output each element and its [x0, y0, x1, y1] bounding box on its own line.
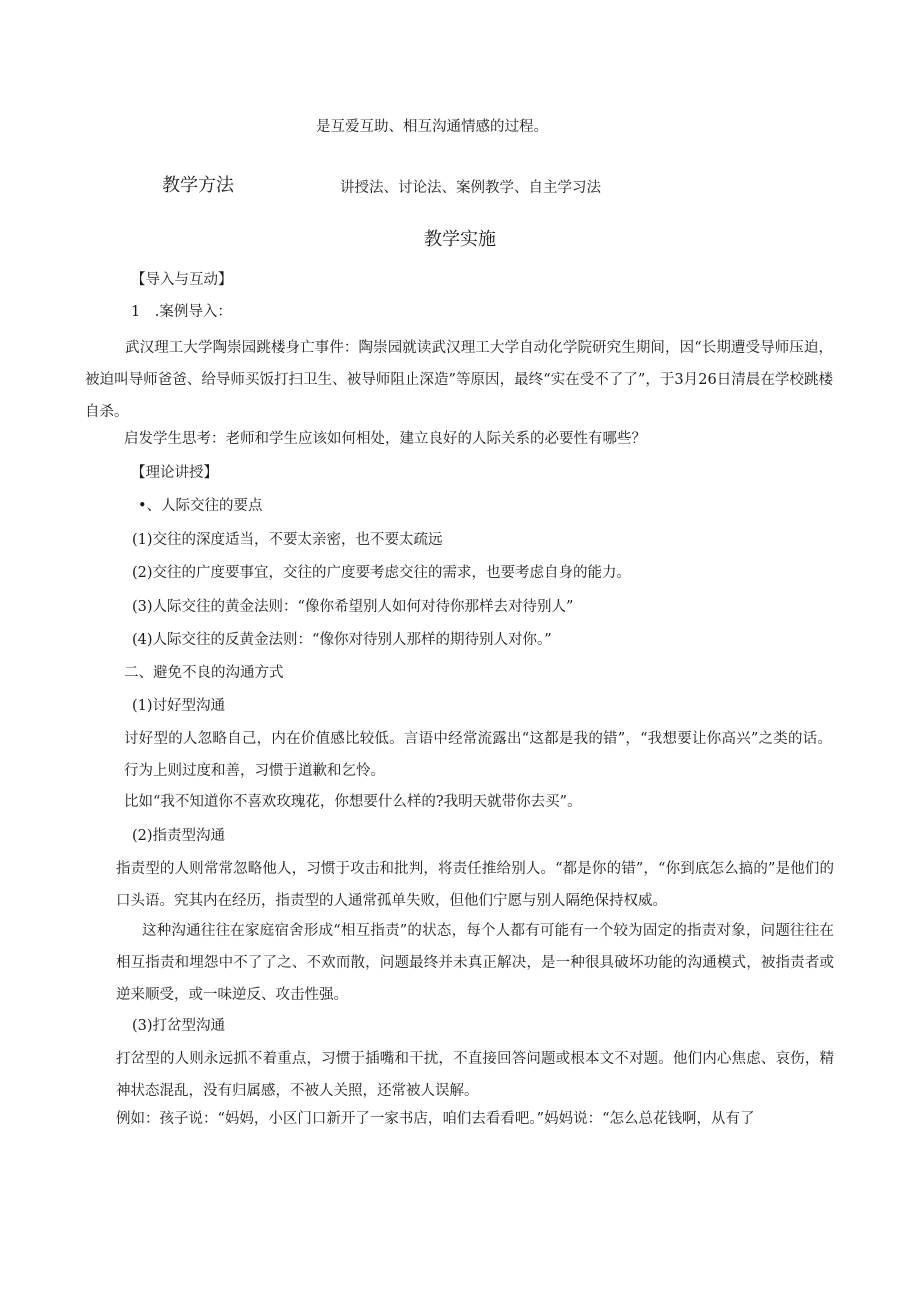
- style-1-heading: (1)讨好型沟通: [132, 698, 226, 714]
- case-paragraph: 武汉理工大学陶崇园跳楼身亡事件：陶崇园就读武汉理工大学自动化学院研究生期间，因“长期遭受导师压迫，被迫叫导师爸爸、给导师买饭打扫卫生、被导师阻止深造”等原因，最终“实在受不了了”，于3月26日清晨在学校跳楼自杀。: [85, 340, 833, 420]
- style-2-paragraph-1: 指责型的人则常常忽略他人，习惯于攻击和批判，将责任推给别人。“都是你的错”，“你到底怎么搞的”是他们的口头语。究其内在经历，指责型的人通常孤单失败，但他们宁愿与别人隔绝保持权威。: [116, 861, 834, 909]
- teaching-method-value: 讲授法、讨论法、案例教学、自主学习法: [340, 180, 601, 196]
- teaching-method-label: 教学方法: [162, 175, 234, 196]
- case-import-heading: 1 .案例导入：: [131, 304, 232, 320]
- section-theory-heading: 【理论讲授】: [131, 465, 218, 481]
- style-3-paragraph: 打岔型的人则永远抓不着重点，习惯于插嘴和干扰，不直接回答问题或根本文不对题。他们内心焦虑、哀伤，精神状态混乱，没有归属感，不被人关照，还常被人误解。: [116, 1051, 834, 1099]
- point-one-item-2: (2)交往的广度要事宜，交往的广度要考虑交往的需求，也要考虑自身的能力。: [132, 565, 632, 581]
- style-1-example: 比如“我不知道你不喜欢玫瑰花，你想要什么样的?我明天就带你去买”。: [124, 794, 582, 810]
- point-two-heading: 二、避免不良的沟通方式: [124, 665, 284, 681]
- style-3-example: 例如：孩子说：“妈妈，小区门口新开了一家书店，咱们去看看吧。”妈妈说：“怎么总花钱啊，从有了: [116, 1111, 755, 1127]
- point-one-item-3: (3)人际交往的黄金法则：“像你希望别人如何对待你那样去对待别人”: [132, 599, 574, 615]
- teaching-implementation-title: 教学实施: [424, 229, 496, 250]
- section-import-heading: 【导入与互动】: [131, 272, 233, 288]
- point-one-item-1: (1)交往的深度适当，不要太亲密，也不要太疏远: [132, 532, 443, 548]
- inspire-question: 启发学生思考：老师和学生应该如何相处，建立良好的人际关系的必要性有哪些？: [124, 431, 646, 447]
- intro-continuation: 是互爱互助、相互沟通情感的过程。: [316, 119, 548, 135]
- style-2-paragraph-2: 这种沟通往往在家庭宿舍形成“相互指责”的状态，每个人都有可能有一个较为固定的指责对象，问题往往在相互指责和埋怨中不了了之、不欢而散，问题最终并未真正解决，是一种很具破坏功能的沟通模式，被指责者或逆来顺受，或一味逆反、攻击性强。: [116, 923, 834, 1003]
- point-one-item-4: (4)人际交往的反黄金法则：“像你对待别人那样的期待别人对你。”: [132, 632, 552, 648]
- style-2-heading: (2)指责型沟通: [132, 828, 226, 844]
- point-one-heading: •、人际交往的要点: [138, 498, 263, 514]
- style-3-heading: (3)打岔型沟通: [132, 1018, 226, 1034]
- style-1-paragraph: 讨好型的人忽略自己，内在价值感比较低。言语中经常流露出“这都是我的错”，“我想要让你高兴”之类的话。行为上则过度和善，习惯于道歉和乞怜。: [124, 731, 832, 779]
